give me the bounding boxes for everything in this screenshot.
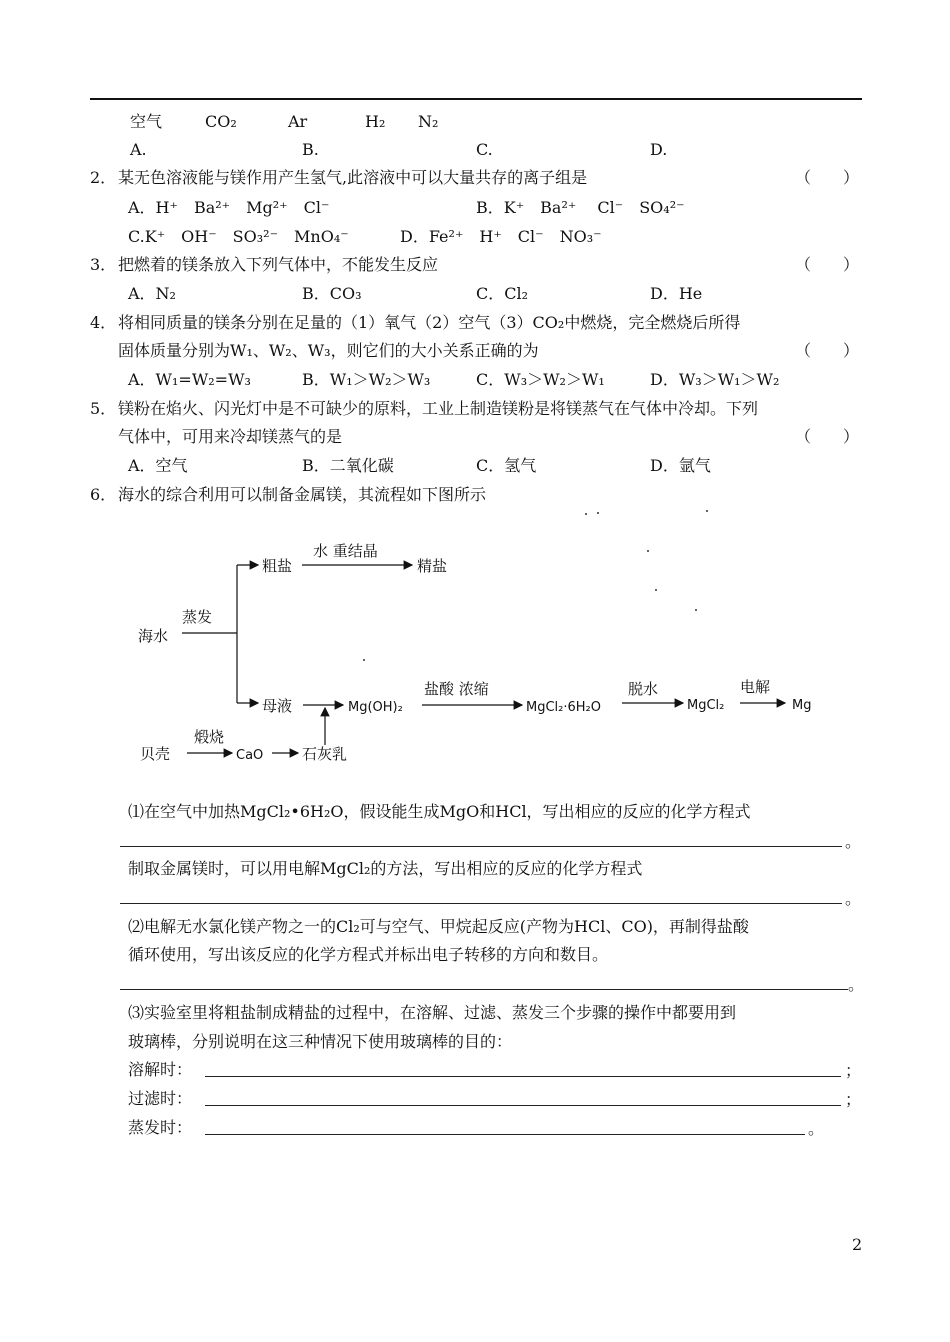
- q3-option-c: C．Cl₂: [476, 284, 529, 303]
- answer-line-dissolve[interactable]: [205, 1076, 841, 1077]
- q5-answer-paren: （ ）: [795, 427, 860, 446]
- q6-sub2-period: 。: [848, 975, 865, 994]
- option-n2: N₂: [418, 112, 439, 131]
- q4-stem-line2: 固体质量分别为W₁、W₂、W₃，则它们的大小关系正确的为: [118, 341, 539, 360]
- q6-number: 6．: [90, 485, 117, 504]
- q6-sub1-text: ⑴在空气中加热MgCl₂•6H₂O，假设能生成MgO和HCl，写出相应的反应的化学方程式: [128, 802, 751, 821]
- option-co2: CO₂: [205, 112, 237, 131]
- choice-b: B.: [302, 140, 319, 159]
- node-mgcl2: MgCl₂: [687, 698, 725, 713]
- q4-stem-line1: 将相同质量的镁条分别在足量的（1）氧气（2）空气（3）CO₂中燃烧，完全燃烧后所得: [118, 313, 741, 332]
- node-crude-salt: 粗盐: [262, 557, 293, 575]
- node-mother-liquor: 母液: [262, 697, 293, 715]
- answer-line-3[interactable]: [120, 989, 848, 990]
- node-seawater: 海水: [138, 627, 169, 645]
- choice-a: A.: [130, 140, 147, 159]
- q3-stem: 把燃着的镁条放入下列气体中，不能发生反应: [118, 255, 439, 274]
- node-lime-milk: 石灰乳: [302, 745, 348, 763]
- q5-option-c: C．氢气: [476, 456, 537, 475]
- q5-option-d: D．氩气: [650, 456, 711, 475]
- q5-number: 5．: [90, 399, 117, 418]
- option-h2: H₂: [365, 112, 386, 131]
- label-dehydrate: 脱水: [628, 680, 659, 698]
- label-dissolve: 溶解时：: [128, 1060, 193, 1079]
- q4-number: 4．: [90, 313, 117, 332]
- q2-number: 2．: [90, 168, 117, 187]
- q2-option-c: C.K⁺ OH⁻ SO₃²⁻ MnO₄⁻: [128, 227, 349, 246]
- node-mgoh2: Mg(OH)₂: [348, 700, 403, 715]
- label-water-recrystallize: 水 重结晶: [313, 542, 378, 560]
- q2-option-b: B．K⁺ Ba²⁺ Cl⁻ SO₄²⁻: [476, 198, 685, 217]
- q4-answer-paren: （ ）: [795, 341, 860, 360]
- filter-semicolon: ；: [845, 1090, 862, 1109]
- q6-sub3-line2: 玻璃棒，分别说明在这三种情况下使用玻璃棒的目的：: [128, 1032, 513, 1051]
- q5-option-a: A．空气: [128, 456, 188, 475]
- answer-line-2[interactable]: [120, 903, 842, 904]
- node-mgcl2-6h2o: MgCl₂·6H₂O: [526, 700, 601, 715]
- q4-option-b: B．W₁＞W₂＞W₃: [302, 370, 431, 389]
- q5-stem-line2: 气体中，可用来冷却镁蒸气的是: [118, 427, 343, 446]
- q4-option-a: A．W₁=W₂=W₃: [128, 370, 251, 389]
- label-evaporate: 蒸发: [182, 608, 213, 626]
- node-shell: 贝壳: [140, 745, 171, 763]
- q6-sub2-line1: ⑵电解无水氯化镁产物之一的Cl₂可与空气、甲烷起反应(产物为HCl、CO)，再制得盐酸: [128, 917, 749, 936]
- q3-option-b: B．CO₃: [302, 284, 362, 303]
- q6-stem: 海水的综合利用可以制备金属镁，其流程如下图所示: [118, 485, 487, 504]
- q2-stem: 某无色溶液能与镁作用产生氢气,此溶液中可以大量共存的离子组是: [118, 168, 588, 187]
- page-number: 2: [852, 1235, 863, 1254]
- choice-c: C.: [476, 140, 493, 159]
- option-ar: Ar: [288, 112, 308, 131]
- dissolve-semicolon: ；: [845, 1061, 862, 1080]
- label-evaporation: 蒸发时：: [128, 1118, 193, 1137]
- answer-line-filter[interactable]: [205, 1105, 841, 1106]
- q2-option-d: D．Fe²⁺ H⁺ Cl⁻ NO₃⁻: [400, 227, 602, 246]
- evaporation-period: 。: [808, 1119, 825, 1138]
- q5-option-b: B．二氧化碳: [302, 456, 394, 475]
- label-calcine: 煅烧: [194, 728, 225, 746]
- q3-answer-paren: （ ）: [795, 255, 860, 274]
- q3-option-d: D．He: [650, 284, 703, 303]
- q6-sub1-period: 。: [845, 832, 862, 851]
- q6-sub3-line1: ⑶实验室里将粗盐制成精盐的过程中，在溶解、过滤、蒸发三个步骤的操作中都要用到: [128, 1003, 737, 1022]
- option-air: 空气: [130, 112, 163, 131]
- node-fine-salt: 精盐: [417, 557, 448, 575]
- node-cao: CaO: [236, 748, 264, 763]
- q4-option-c: C．W₃＞W₂＞W₁: [476, 370, 605, 389]
- answer-line-evaporation[interactable]: [205, 1134, 805, 1135]
- node-mg: Mg: [792, 698, 812, 713]
- choice-d: D.: [650, 140, 668, 159]
- q2-option-a: A．H⁺ Ba²⁺ Mg²⁺ Cl⁻: [128, 198, 330, 217]
- q3-number: 3．: [90, 255, 117, 274]
- answer-line-1[interactable]: [120, 846, 842, 847]
- label-electrolysis: 电解: [740, 678, 771, 696]
- q6-sub1b-period: 。: [845, 889, 862, 908]
- q3-option-a: A．N₂: [128, 284, 176, 303]
- q5-stem-line1: 镁粉在焰火、闪光灯中是不可缺少的原料，工业上制造镁粉是将镁蒸气在气体中冷却。下列: [118, 399, 759, 418]
- label-filter: 过滤时：: [128, 1089, 193, 1108]
- q2-answer-paren: （ ）: [795, 168, 860, 187]
- q6-sub2-line2: 循环使用，写出该反应的化学方程式并标出电子转移的方向和数目。: [128, 945, 609, 964]
- header-rule: [90, 98, 862, 100]
- label-hcl-concentrate: 盐酸 浓缩: [424, 680, 489, 698]
- q6-sub1b-text: 制取金属镁时，可以用电解MgCl₂的方法，写出相应的反应的化学方程式: [128, 859, 643, 878]
- q4-option-d: D．W₃＞W₁＞W₂: [650, 370, 780, 389]
